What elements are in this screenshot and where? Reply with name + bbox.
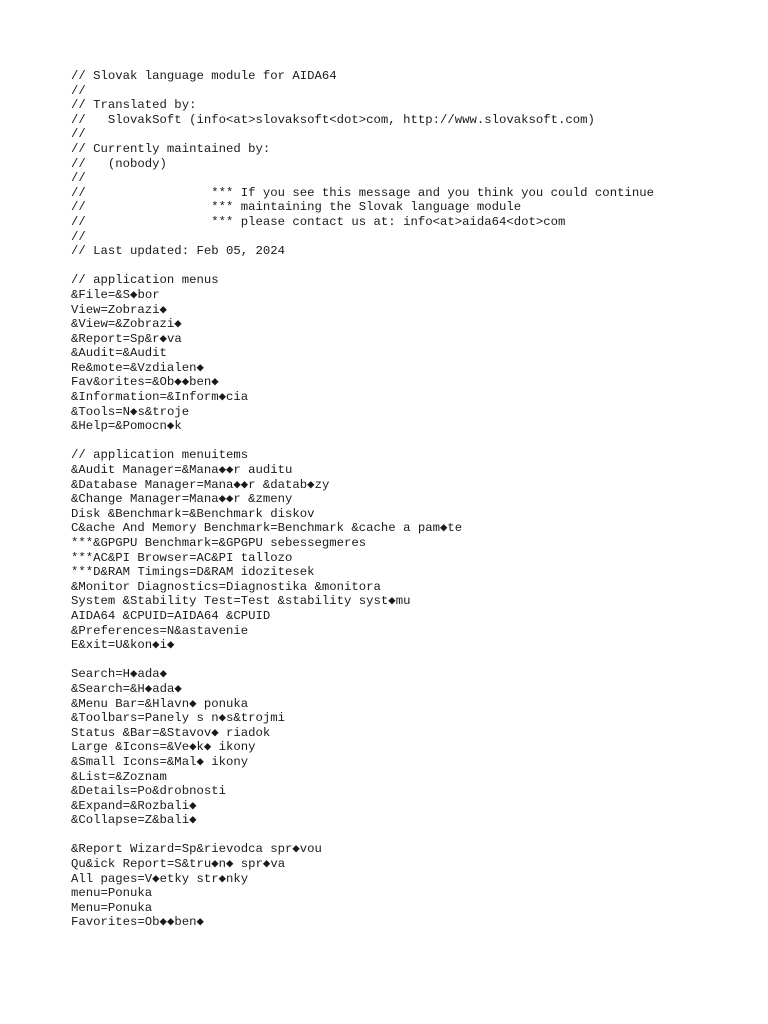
text-line: Favorites=Ob◆◆ben◆ — [71, 915, 204, 930]
text-line: ***AC&PI Browser=AC&PI tallozo — [71, 550, 293, 565]
text-line: &Expand=&Rozbali◆ — [71, 798, 197, 813]
text-line: &File=&S◆bor — [71, 287, 160, 302]
text-line: Status &Bar=&Stavov◆ riadok — [71, 725, 271, 740]
text-line: // SlovakSoft (info<at>slovaksoft<dot>com, http://www.slovaksoft.com) — [71, 112, 595, 127]
text-line: menu=Ponuka — [71, 886, 153, 901]
text-line: &Search=&H◆ada◆ — [71, 681, 182, 696]
text-line: Menu=Ponuka — [71, 900, 153, 915]
text-line: // — [71, 171, 86, 186]
text-line: // Currently maintained by: — [71, 141, 271, 156]
text-line: // application menus — [71, 273, 219, 288]
blank-line — [71, 828, 751, 843]
text-line: &Audit Manager=&Mana◆◆r auditu — [71, 463, 293, 478]
blank-line — [71, 434, 751, 449]
text-line: C&ache And Memory Benchmark=Benchmark &cache a pam◆te — [71, 521, 463, 536]
text-line: Fav&orites=&Ob◆◆ben◆ — [71, 375, 219, 390]
blank-line — [71, 259, 751, 274]
text-line: Qu&ick Report=S&tru◆n◆ spr◆va — [71, 857, 286, 872]
text-line: ***&GPGPU Benchmark=&GPGPU sebessegmeres — [71, 536, 367, 550]
text-line: View=Zobrazi◆ — [71, 302, 167, 317]
text-line: AIDA64 &CPUID=AIDA64 &CPUID — [71, 608, 271, 623]
text-line: &Details=Po&drobnosti — [71, 784, 226, 799]
text-line: Re&mote=&Vzdialen◆ — [71, 360, 204, 375]
text-line: &Toolbars=Panely s n◆s&trojmi — [71, 711, 286, 726]
text-line: // (nobody) — [71, 156, 167, 171]
text-line: System &Stability Test=Test &stability syst◆mu — [71, 594, 411, 609]
text-line: &View=&Zobrazi◆ — [71, 317, 182, 332]
text-line: &Small Icons=&Mal◆ ikony — [71, 754, 249, 769]
text-line: // *** maintaining the Slovak language module — [71, 200, 522, 215]
text-line: // — [71, 229, 86, 244]
text-line: // — [71, 83, 86, 98]
text-line: // application menuitems — [71, 448, 249, 463]
text-line: &Database Manager=Mana◆◆r &datab◆zy — [71, 477, 330, 492]
text-line: &Audit=&Audit — [71, 346, 167, 361]
text-line: &Menu Bar=&Hlavn◆ ponuka — [71, 696, 249, 711]
text-line: &Report=Sp&r◆va — [71, 331, 182, 346]
text-line: &List=&Zoznam — [71, 769, 167, 784]
text-line: Disk &Benchmark=&Benchmark diskov — [71, 506, 315, 521]
text-line: E&xit=U&kon◆i◆ — [71, 638, 175, 653]
text-line: // — [71, 127, 86, 142]
text-line: // Slovak language module for AIDA64 — [71, 69, 337, 83]
text-line: // Last updated: Feb 05, 2024 — [71, 244, 286, 259]
text-line: &Information=&Inform◆cia — [71, 390, 249, 405]
text-line: &Tools=N◆s&troje — [71, 404, 190, 419]
text-line: &Report Wizard=Sp&rievodca spr◆vou — [71, 842, 322, 857]
text-line: Large &Icons=&Ve◆k◆ ikony — [71, 740, 256, 755]
text-line: All pages=V◆etky str◆nky — [71, 871, 249, 886]
text-line: Search=H◆ada◆ — [71, 667, 167, 682]
text-line: // *** If you see this message and you think you could continue — [71, 185, 654, 200]
text-line: &Help=&Pomocn◆k — [71, 419, 182, 434]
text-document — [71, 69, 751, 930]
text-line: // *** please contact us at: info<at>aida64<dot>com — [71, 214, 566, 229]
text-line: // Translated by: — [71, 98, 197, 113]
text-line: ***D&RAM Timings=D&RAM idozitesek — [71, 565, 315, 580]
blank-line — [71, 653, 751, 668]
text-line: &Preferences=N&astavenie — [71, 623, 249, 638]
text-line: &Monitor Diagnostics=Diagnostika &monitora — [71, 579, 381, 594]
text-line: &Collapse=Z&bali◆ — [71, 813, 197, 828]
text-line: &Change Manager=Mana◆◆r &zmeny — [71, 492, 293, 507]
